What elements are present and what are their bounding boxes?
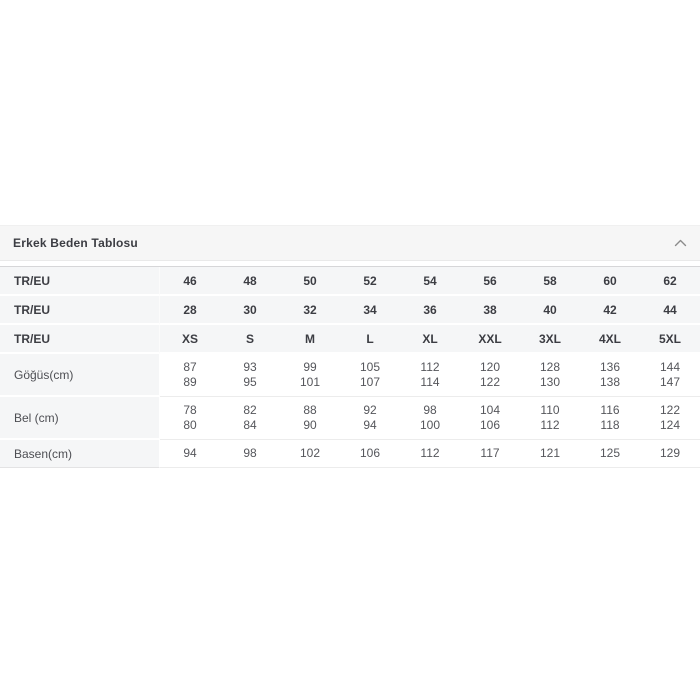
size-value-line: 129 bbox=[659, 446, 681, 460]
size-header-row bbox=[0, 325, 700, 354]
row-label: Göğüs(cm) bbox=[0, 354, 160, 397]
size-value-line: 144 bbox=[659, 360, 681, 374]
size-value-line: 136 bbox=[599, 360, 621, 374]
row-label: Basen(cm) bbox=[0, 440, 160, 468]
size-value-line: 112 bbox=[420, 446, 440, 460]
size-value-cell bbox=[520, 354, 580, 397]
page-top-whitespace bbox=[0, 0, 700, 225]
size-header-cell: M bbox=[280, 325, 340, 354]
size-header-cell: 40 bbox=[520, 296, 580, 325]
size-table bbox=[0, 266, 700, 468]
size-header-cell: 42 bbox=[580, 296, 640, 325]
size-header-cell: 60 bbox=[580, 267, 640, 296]
size-data-row bbox=[0, 440, 700, 468]
size-value-line: 102 bbox=[299, 446, 321, 460]
size-value-line: 110 bbox=[540, 403, 560, 417]
row-label: Bel (cm) bbox=[0, 397, 160, 440]
size-header-cell: 54 bbox=[400, 267, 460, 296]
size-header-cell: 52 bbox=[340, 267, 400, 296]
size-value-line: 120 bbox=[479, 360, 501, 374]
size-header-cell: 34 bbox=[340, 296, 400, 325]
size-value-cell bbox=[520, 440, 580, 468]
size-value-line: 84 bbox=[243, 418, 257, 432]
size-value-line: 94 bbox=[363, 418, 377, 432]
size-value-line: 124 bbox=[659, 418, 681, 432]
size-header-cell: 4XL bbox=[580, 325, 640, 354]
accordion-title: Erkek Beden Tablosu bbox=[13, 236, 138, 250]
size-value-cell bbox=[400, 440, 460, 468]
size-value-cell bbox=[460, 354, 520, 397]
size-value-line: 116 bbox=[600, 403, 620, 417]
size-value-cell bbox=[160, 440, 220, 468]
size-value-line: 125 bbox=[599, 446, 621, 460]
size-header-cell: 30 bbox=[220, 296, 280, 325]
size-value-line: 138 bbox=[599, 375, 621, 389]
size-data-row bbox=[0, 354, 700, 397]
size-value-cell bbox=[580, 440, 640, 468]
size-header-cell: 44 bbox=[640, 296, 700, 325]
size-value-cell bbox=[400, 397, 460, 440]
size-value-line: 147 bbox=[659, 375, 681, 389]
size-header-cell: 38 bbox=[460, 296, 520, 325]
size-header-cell: 28 bbox=[160, 296, 220, 325]
size-value-line: 106 bbox=[359, 446, 381, 460]
size-header-cell: XS bbox=[160, 325, 220, 354]
size-value-line: 95 bbox=[243, 375, 257, 389]
size-value-line: 122 bbox=[479, 375, 501, 389]
size-value-line: 106 bbox=[479, 418, 501, 432]
size-value-cell bbox=[520, 397, 580, 440]
row-label: TR/EU bbox=[0, 267, 160, 296]
size-value-cell bbox=[580, 354, 640, 397]
size-value-line: 104 bbox=[479, 403, 501, 417]
size-value-cell bbox=[460, 397, 520, 440]
size-value-cell bbox=[160, 354, 220, 397]
size-value-cell bbox=[220, 440, 280, 468]
size-value-line: 99 bbox=[303, 360, 317, 374]
size-value-line: 98 bbox=[423, 403, 437, 417]
size-value-line: 78 bbox=[183, 403, 197, 417]
size-value-cell bbox=[340, 397, 400, 440]
size-value-cell bbox=[340, 354, 400, 397]
size-value-line: 98 bbox=[243, 446, 257, 460]
size-header-cell: L bbox=[340, 325, 400, 354]
size-value-line: 112 bbox=[540, 418, 560, 432]
size-header-cell: 5XL bbox=[640, 325, 700, 354]
size-header-cell: 3XL bbox=[520, 325, 580, 354]
size-header-row bbox=[0, 296, 700, 325]
size-value-cell bbox=[220, 397, 280, 440]
size-header-cell: 56 bbox=[460, 267, 520, 296]
size-value-line: 80 bbox=[183, 418, 197, 432]
size-header-cell: XL bbox=[400, 325, 460, 354]
size-value-line: 107 bbox=[359, 375, 381, 389]
size-data-row bbox=[0, 397, 700, 440]
size-value-line: 122 bbox=[659, 403, 681, 417]
size-value-cell bbox=[640, 440, 700, 468]
size-value-line: 93 bbox=[243, 360, 257, 374]
size-value-line: 82 bbox=[243, 403, 257, 417]
size-header-cell: 62 bbox=[640, 267, 700, 296]
size-value-line: 88 bbox=[303, 403, 317, 417]
size-header-cell: 48 bbox=[220, 267, 280, 296]
size-value-line: 101 bbox=[299, 375, 321, 389]
size-value-line: 105 bbox=[359, 360, 381, 374]
row-label: TR/EU bbox=[0, 296, 160, 325]
size-value-line: 89 bbox=[183, 375, 197, 389]
chevron-up-icon[interactable] bbox=[674, 239, 687, 247]
size-value-line: 130 bbox=[539, 375, 561, 389]
size-value-cell bbox=[160, 397, 220, 440]
size-value-line: 114 bbox=[420, 375, 440, 389]
size-header-cell: S bbox=[220, 325, 280, 354]
size-value-line: 94 bbox=[183, 446, 197, 460]
size-header-row bbox=[0, 267, 700, 296]
size-table-body bbox=[0, 267, 700, 468]
row-label: TR/EU bbox=[0, 325, 160, 354]
size-value-cell bbox=[280, 354, 340, 397]
size-value-cell bbox=[580, 397, 640, 440]
size-header-cell: 32 bbox=[280, 296, 340, 325]
size-header-cell: 36 bbox=[400, 296, 460, 325]
size-value-cell bbox=[280, 440, 340, 468]
size-value-line: 118 bbox=[600, 418, 620, 432]
size-value-line: 100 bbox=[419, 418, 441, 432]
size-value-cell bbox=[460, 440, 520, 468]
size-header-cell: 50 bbox=[280, 267, 340, 296]
size-value-line: 117 bbox=[480, 446, 500, 460]
size-header-cell: XXL bbox=[460, 325, 520, 354]
size-value-cell bbox=[220, 354, 280, 397]
size-table-accordion-header[interactable] bbox=[0, 225, 700, 261]
size-value-cell bbox=[640, 397, 700, 440]
size-value-cell bbox=[340, 440, 400, 468]
size-header-cell: 58 bbox=[520, 267, 580, 296]
size-value-cell bbox=[280, 397, 340, 440]
size-value-cell bbox=[400, 354, 460, 397]
size-value-line: 128 bbox=[539, 360, 561, 374]
size-value-line: 121 bbox=[539, 446, 561, 460]
size-value-line: 90 bbox=[303, 418, 317, 432]
size-value-line: 87 bbox=[183, 360, 197, 374]
size-value-cell bbox=[640, 354, 700, 397]
size-header-cell: 46 bbox=[160, 267, 220, 296]
size-value-line: 112 bbox=[420, 360, 440, 374]
size-value-line: 92 bbox=[363, 403, 377, 417]
